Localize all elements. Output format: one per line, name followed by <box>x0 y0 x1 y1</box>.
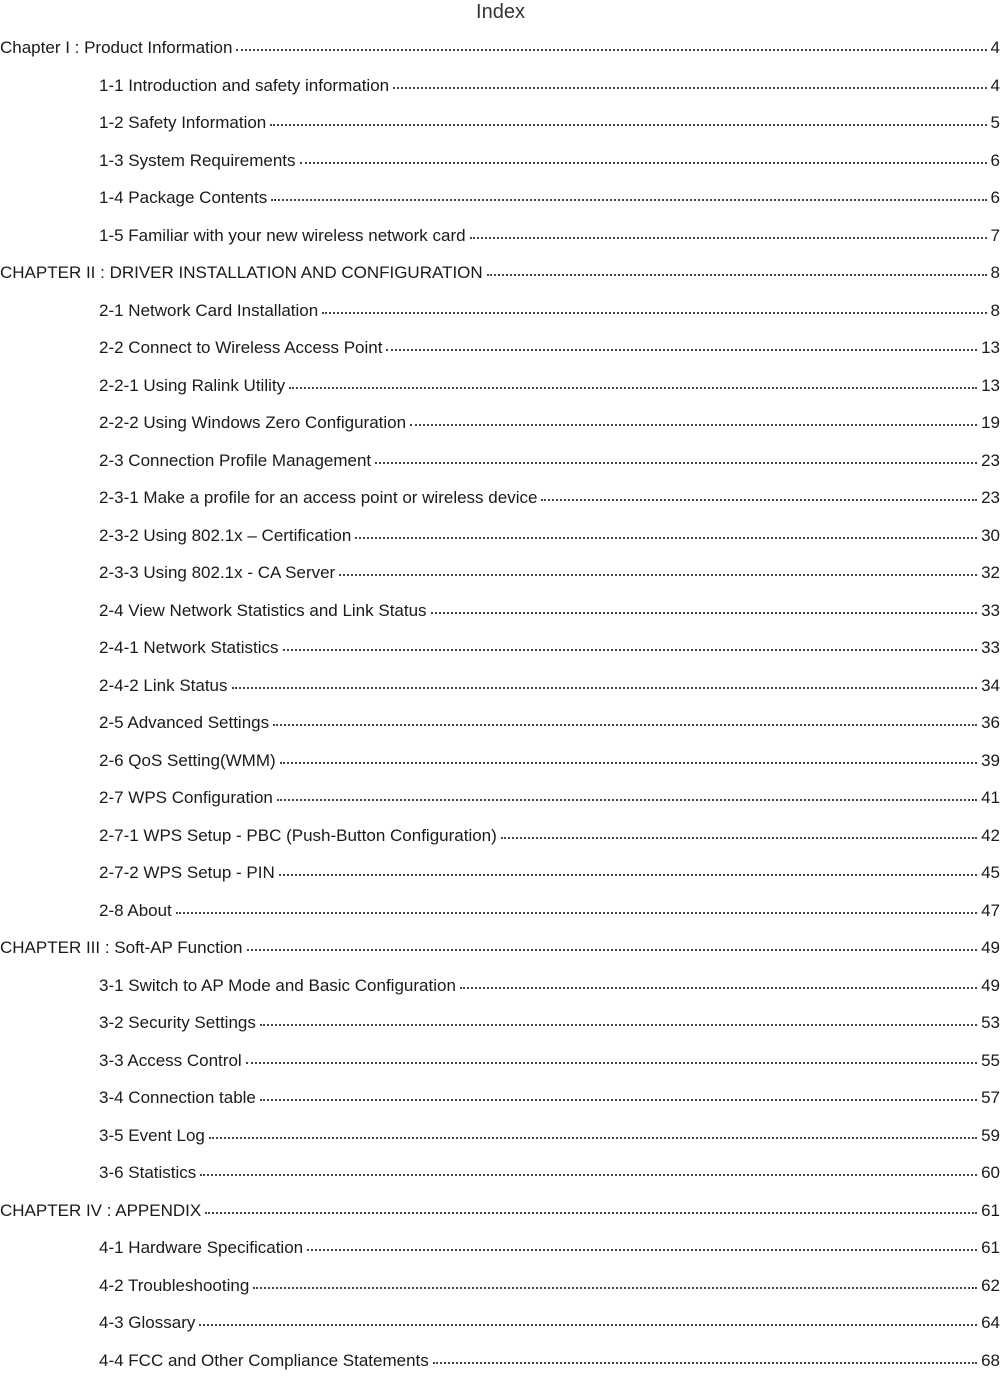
toc-section-entry[interactable] <box>0 1267 1001 1305</box>
toc-dot-leader <box>431 599 978 616</box>
toc-entry-label: 2-7-2 WPS Setup - PIN <box>99 854 277 892</box>
toc-section-entry[interactable] <box>0 667 1001 705</box>
toc-section-entry[interactable] <box>0 1042 1001 1080</box>
toc-section-entry[interactable] <box>0 517 1001 555</box>
toc-entry-page: 33 <box>979 629 1000 667</box>
toc-entry-page: 8 <box>989 292 1000 330</box>
toc-entry-label: 2-1 Network Card Installation <box>99 292 320 330</box>
toc-entry-page: 32 <box>979 554 1000 592</box>
toc-dot-leader <box>487 261 987 278</box>
toc-entry-page: 13 <box>979 367 1000 405</box>
toc-dot-leader <box>236 36 986 53</box>
toc-dot-leader <box>271 186 986 203</box>
toc-section-entry[interactable] <box>0 442 1001 480</box>
toc-dot-leader <box>273 711 977 728</box>
toc-dot-leader <box>277 786 977 803</box>
toc-dot-leader <box>307 1236 977 1253</box>
toc-entry-label: 1-3 System Requirements <box>99 142 298 180</box>
toc-entry-page: 61 <box>979 1192 1000 1230</box>
toc-section-entry[interactable] <box>0 967 1001 1005</box>
page-title: Index <box>0 0 1001 24</box>
toc-entry-label: 2-7-1 WPS Setup - PBC (Push-Button Configuration) <box>99 817 499 855</box>
toc-entry-label: 3-5 Event Log <box>99 1117 207 1155</box>
toc-section-entry[interactable] <box>0 367 1001 405</box>
toc-entry-page: 6 <box>989 142 1000 180</box>
toc-dot-leader <box>410 411 977 428</box>
toc-entry-label: 2-4-1 Network Statistics <box>99 629 281 667</box>
toc-chapter-entry[interactable] <box>0 29 1001 67</box>
toc-entry-page: 42 <box>979 817 1000 855</box>
toc-entry-page: 45 <box>979 854 1000 892</box>
toc-dot-leader <box>199 1311 977 1328</box>
toc-entry-label: 3-6 Statistics <box>99 1154 198 1192</box>
toc-dot-leader <box>355 524 977 541</box>
toc-section-entry[interactable] <box>0 1154 1001 1192</box>
toc-entry-label: 2-2-1 Using Ralink Utility <box>99 367 287 405</box>
toc-entry-label: CHAPTER IV : APPENDIX <box>0 1192 203 1230</box>
toc-entry-page: 55 <box>979 1042 1000 1080</box>
toc-entry-label: 2-2 Connect to Wireless Access Point <box>99 329 384 367</box>
toc-entry-page: 61 <box>979 1229 1000 1267</box>
toc-entry-label: CHAPTER II : DRIVER INSTALLATION AND CONFIGURATION <box>0 254 485 292</box>
toc-entry-label: 4-2 Troubleshooting <box>99 1267 251 1305</box>
toc-entry-page: 23 <box>979 479 1000 517</box>
toc-section-entry[interactable] <box>0 854 1001 892</box>
toc-entry-page: 49 <box>979 929 1000 967</box>
toc-dot-leader <box>246 1049 977 1066</box>
toc-entry-label: 1-2 Safety Information <box>99 104 268 142</box>
toc-section-entry[interactable] <box>0 1117 1001 1155</box>
toc-chapter-entry[interactable] <box>0 1192 1001 1230</box>
toc-entry-page: 53 <box>979 1004 1000 1042</box>
toc-entry-label: 2-4-2 Link Status <box>99 667 230 705</box>
toc-entry-page: 57 <box>979 1079 1000 1117</box>
toc-dot-leader <box>176 899 977 916</box>
toc-entry-page: 13 <box>979 329 1000 367</box>
toc-chapter-entry[interactable] <box>0 254 1001 292</box>
toc-dot-leader <box>289 374 977 391</box>
toc-section-entry[interactable] <box>0 1079 1001 1117</box>
toc-entry-page: 36 <box>979 704 1000 742</box>
toc-entry-page: 6 <box>989 179 1000 217</box>
toc-dot-leader <box>279 861 977 878</box>
toc-entry-page: 30 <box>979 517 1000 555</box>
toc-dot-leader <box>393 74 986 91</box>
toc-entry-label: 3-4 Connection table <box>99 1079 258 1117</box>
toc-entry-page: 7 <box>989 217 1000 255</box>
toc-section-entry[interactable] <box>0 892 1001 930</box>
toc-entry-label: 3-3 Access Control <box>99 1042 244 1080</box>
toc-dot-leader <box>386 336 977 353</box>
toc-dot-leader <box>253 1274 977 1291</box>
toc-section-entry[interactable] <box>0 1004 1001 1042</box>
toc-entry-label: 3-1 Switch to AP Mode and Basic Configuration <box>99 967 458 1005</box>
toc-entry-page: 64 <box>979 1304 1000 1342</box>
toc-entry-label: 2-5 Advanced Settings <box>99 704 271 742</box>
toc-section-entry[interactable] <box>0 554 1001 592</box>
toc-dot-leader <box>200 1161 977 1178</box>
toc-section-entry[interactable] <box>0 292 1001 330</box>
toc-dot-leader <box>339 561 977 578</box>
toc-dot-leader <box>270 111 986 128</box>
toc-entry-page: 68 <box>979 1342 1000 1379</box>
toc-entry-label: 2-2-2 Using Windows Zero Configuration <box>99 404 408 442</box>
toc-entry-label: 4-4 FCC and Other Compliance Statements <box>99 1342 431 1379</box>
toc-entry-label: 2-3-1 Make a profile for an access point or wireless device <box>99 479 539 517</box>
toc-dot-leader <box>205 1199 977 1216</box>
toc-section-entry[interactable] <box>0 742 1001 780</box>
toc-entry-label: 2-3-2 Using 802.1x – Certification <box>99 517 353 555</box>
toc-section-entry[interactable] <box>0 142 1001 180</box>
toc-entry-page: 33 <box>979 592 1000 630</box>
toc-entry-label: Chapter I : Product Information <box>0 29 234 67</box>
toc-section-entry[interactable] <box>0 479 1001 517</box>
toc-entry-page: 8 <box>989 254 1000 292</box>
toc-entry-label: 4-1 Hardware Specification <box>99 1229 305 1267</box>
toc-entry-page: 4 <box>989 29 1000 67</box>
toc-dot-leader <box>375 449 977 466</box>
toc-section-entry[interactable] <box>0 104 1001 142</box>
toc-section-entry[interactable] <box>0 1342 1001 1379</box>
toc-section-entry[interactable] <box>0 1304 1001 1342</box>
toc-entry-label: 1-1 Introduction and safety information <box>99 67 391 105</box>
toc-entry-label: 2-8 About <box>99 892 174 930</box>
toc-dot-leader <box>260 1011 977 1028</box>
toc-entry-page: 60 <box>979 1154 1000 1192</box>
toc-section-entry[interactable] <box>0 629 1001 667</box>
toc-entry-label: 2-3-3 Using 802.1x - CA Server <box>99 554 337 592</box>
toc-dot-leader <box>433 1349 977 1366</box>
toc-entry-label: 2-6 QoS Setting(WMM) <box>99 742 278 780</box>
toc-entry-label: 1-5 Familiar with your new wireless network card <box>99 217 468 255</box>
table-of-contents <box>0 29 1001 1379</box>
toc-section-entry[interactable] <box>0 404 1001 442</box>
toc-dot-leader <box>232 674 978 691</box>
toc-dot-leader <box>247 936 978 953</box>
toc-dot-leader <box>260 1086 977 1103</box>
toc-section-entry[interactable] <box>0 592 1001 630</box>
toc-entry-page: 34 <box>979 667 1000 705</box>
toc-entry-label: 4-3 Glossary <box>99 1304 197 1342</box>
toc-entry-page: 39 <box>979 742 1000 780</box>
toc-dot-leader <box>541 486 977 503</box>
toc-entry-label: 2-3 Connection Profile Management <box>99 442 373 480</box>
toc-section-entry[interactable] <box>0 217 1001 255</box>
toc-section-entry[interactable] <box>0 779 1001 817</box>
toc-dot-leader <box>460 974 977 991</box>
toc-entry-page: 62 <box>979 1267 1000 1305</box>
toc-section-entry[interactable] <box>0 817 1001 855</box>
toc-entry-page: 59 <box>979 1117 1000 1155</box>
toc-dot-leader <box>322 299 986 316</box>
toc-section-entry[interactable] <box>0 67 1001 105</box>
toc-section-entry[interactable] <box>0 704 1001 742</box>
toc-entry-page: 19 <box>979 404 1000 442</box>
toc-dot-leader <box>501 824 977 841</box>
toc-entry-label: CHAPTER III : Soft-AP Function <box>0 929 245 967</box>
toc-entry-page: 49 <box>979 967 1000 1005</box>
toc-section-entry[interactable] <box>0 1229 1001 1267</box>
toc-entry-page: 23 <box>979 442 1000 480</box>
toc-section-entry[interactable] <box>0 329 1001 367</box>
toc-chapter-entry[interactable] <box>0 929 1001 967</box>
toc-dot-leader <box>300 149 987 166</box>
toc-entry-page: 5 <box>989 104 1000 142</box>
toc-entry-label: 2-4 View Network Statistics and Link Status <box>99 592 429 630</box>
toc-dot-leader <box>280 749 977 766</box>
toc-dot-leader <box>470 224 987 241</box>
toc-entry-label: 3-2 Security Settings <box>99 1004 258 1042</box>
toc-entry-label: 2-7 WPS Configuration <box>99 779 275 817</box>
toc-entry-page: 4 <box>989 67 1000 105</box>
toc-entry-page: 47 <box>979 892 1000 930</box>
toc-section-entry[interactable] <box>0 179 1001 217</box>
toc-entry-label: 1-4 Package Contents <box>99 179 269 217</box>
toc-dot-leader <box>209 1124 977 1141</box>
toc-entry-page: 41 <box>979 779 1000 817</box>
toc-dot-leader <box>283 636 978 653</box>
